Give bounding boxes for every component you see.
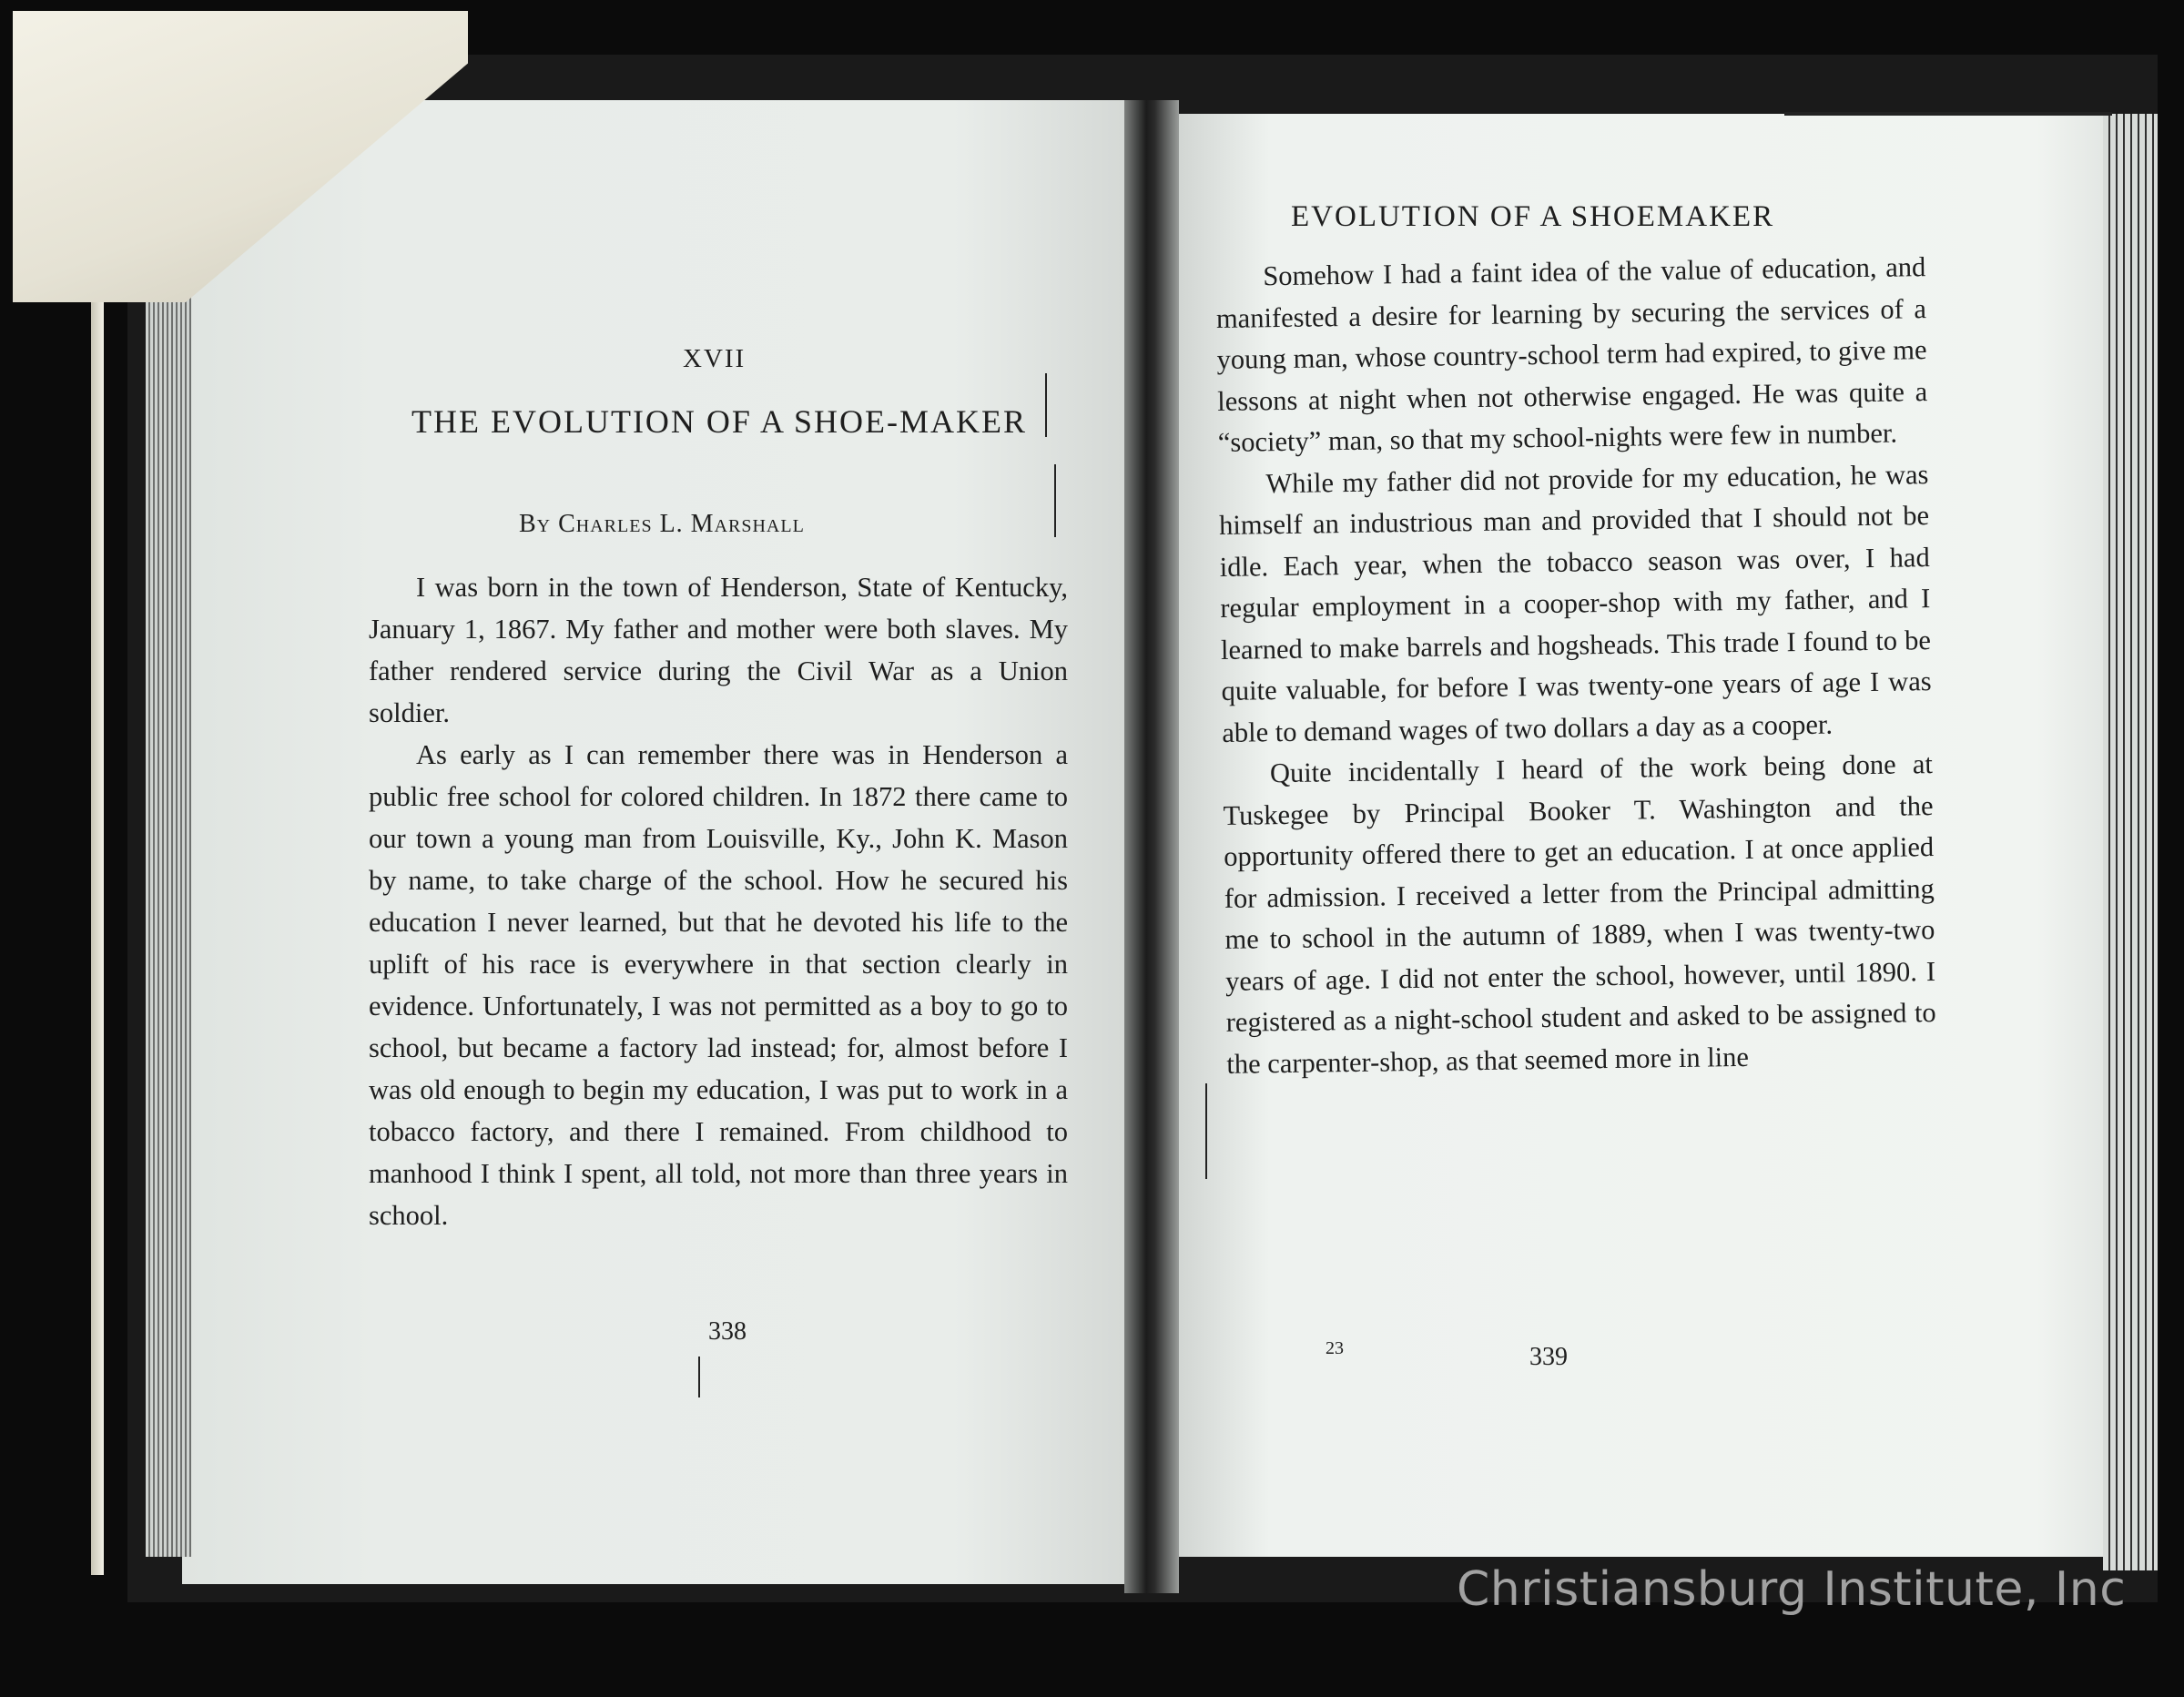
right-page-edge (2103, 114, 2158, 1570)
page-stack-edge (146, 228, 191, 1557)
right-page-body (1215, 247, 1937, 1085)
page-number-right: 339 (1529, 1343, 1568, 1371)
scan-mark (1784, 112, 2112, 116)
watermark: Christiansburg Institute, Inc (1457, 1562, 2127, 1617)
paragraph: Quite incidentally I heard of the work being done at Tuskegee by Principal Booker T. Washington and the opportunity offered there to get an education. I at once applied for admission. I received a letter from the Principal admitting me to school in the autumn of 1889, when I was twenty-two years of age. I did not enter the school, however, until 1890. I registered as a night-school student and asked to be assigned to the carpenter-shop, as that seemed more in line (1223, 748, 1936, 1080)
chapter-title: THE EVOLUTION OF A SHOE-MAKER (411, 403, 1027, 440)
scan-mark (1054, 464, 1056, 537)
scan-mark (698, 1357, 700, 1397)
curled-page-edge (91, 282, 104, 1575)
left-page-body (369, 566, 1068, 1236)
book-gutter (1124, 100, 1179, 1593)
paragraph: I was born in the town of Henderson, State of Kentucky, January 1, 1867. My father and mother were both slaves. My father rendered service during the Civil War as a Union soldier. (369, 572, 1068, 728)
running-head: EVOLUTION OF A SHOEMAKER (1291, 200, 1775, 233)
paragraph: As early as I can remember there was in Henderson a public free school for colored children. In 1872 there came to our town a young man from Louisville, Ky., John K. Mason by name, to take charge of the school. How he secured his education I never learned, but that he devoted his life to the uplift of his race is everywhere in that section clearly in evidence. Unfortunately, I was not permitted as a boy to go to school, but became a factory lad instead; for, almost before I was old enough to begin my education, I was put to work in a tobacco factory, and there I remained. From childhood to manhood I think I spent, all told, not more than three years in school. (369, 739, 1068, 1231)
byline: By Charles L. Marshall (519, 510, 805, 538)
scan-mark (1205, 1083, 1207, 1179)
paragraph: While my father did not provide for my education, he was himself an industrious man and provided that I should not be idle. Each year, when the tobacco season was over, I had regular employment in a cooper-shop with my father, and I learned to make barrels and hogsheads. This trade I found to be quite valuable, for before I was twenty-one years of age I was able to demand wages of two dollars a day as a cooper. (1218, 458, 1932, 748)
signature-mark: 23 (1326, 1338, 1344, 1358)
chapter-number: XVII (683, 344, 747, 373)
paragraph: Somehow I had a faint idea of the value of education, and manifested a desire for learning by securing the services of a young man, whose country-school term had expired, to give me lessons at night when not otherwise engaged. He was quite a “society” man, so that my school-nights were few in number. (1215, 251, 1928, 458)
page-number-left: 338 (708, 1317, 747, 1346)
